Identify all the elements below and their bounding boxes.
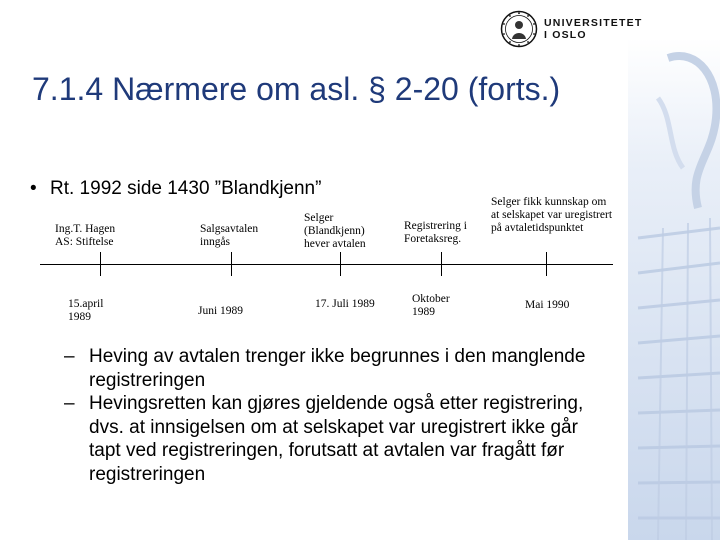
university-name	[544, 17, 642, 41]
timeline-event-label: Registrering i Foretaksreg.	[404, 220, 467, 245]
sub-point-text: Heving av avtalen trenger ikke begrunnes i den manglende registreringen	[89, 346, 586, 391]
main-bullet	[30, 178, 321, 200]
slide-title: 7.1.4 Nærmere om asl. § 2-20 (forts.)	[32, 71, 561, 107]
university-logo	[500, 10, 643, 54]
decorative-background-graphic	[628, 38, 720, 540]
timeline-tick	[546, 252, 547, 276]
timeline-event-date: 15.april 1989	[68, 298, 104, 323]
university-seal-icon	[500, 10, 538, 48]
decorative-side-strip	[628, 38, 720, 540]
main-bullet-text: Rt. 1992 side 1430 ”Blandkjenn”	[50, 178, 322, 199]
timeline-tick	[231, 252, 232, 276]
timeline-axis	[40, 264, 613, 265]
university-name-line1: UNIVERSITETET	[544, 17, 643, 29]
sub-point-dash: –	[64, 346, 75, 367]
timeline-tick	[340, 252, 341, 276]
timeline-tick	[100, 252, 101, 276]
timeline-event-date: Juni 1989	[198, 305, 244, 317]
university-name-line2: I OSLO	[544, 29, 587, 41]
sub-point-dash: –	[64, 393, 75, 414]
timeline-event-date: 17. Juli 1989	[315, 298, 375, 310]
bullet-dot-icon: •	[30, 178, 37, 199]
timeline-event-label: Selger fikk kunnskap om at selskapet var uregistrert på avtaletidspunktet	[491, 196, 613, 234]
timeline-event-label: Ing.T. Hagen AS: Stiftelse	[55, 223, 116, 248]
timeline-event-date: Mai 1990	[525, 299, 570, 311]
timeline-event-label: Selger (Blandkjenn) hever avtalen	[304, 212, 366, 250]
timeline-tick	[441, 252, 442, 276]
sub-point-text: Hevingsretten kan gjøres gjeldende også etter registrering, dvs. at innsigelsen om at selskapet var uregistrert ikke går tapt ved registreringen, forutsatt at avtalen var fragått før registreringen	[89, 393, 584, 485]
timeline-event-label: Salgsavtalen inngås	[200, 223, 259, 248]
timeline-event-date: Oktober 1989	[412, 293, 450, 318]
